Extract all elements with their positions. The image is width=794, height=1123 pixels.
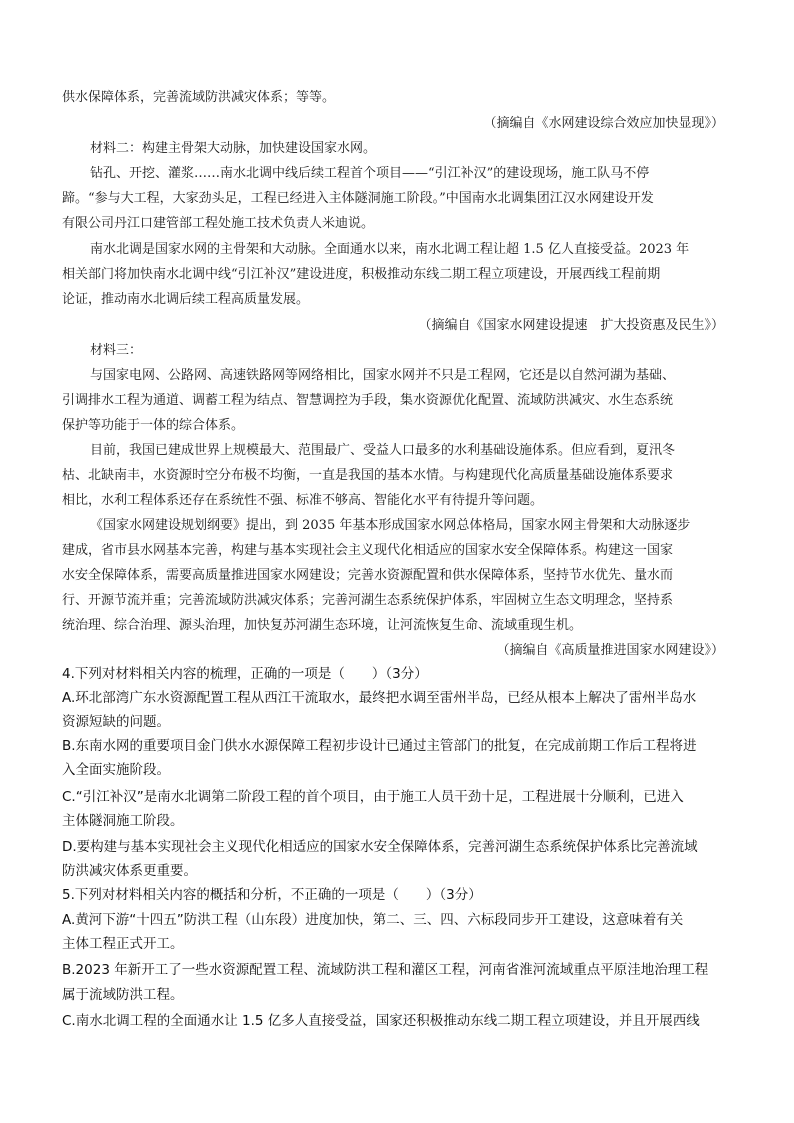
- option-d-continued: 防洪减灾体系更重要。: [62, 863, 197, 879]
- paragraph-line: 有限公司丹江口建管部工程处施工技术负责人米迪说。: [62, 216, 375, 231]
- paragraph-line: 统治理、综合治理、源头治理，加快复苏河湖生态环境，让河流恢复生命、流域重现生机。: [62, 618, 583, 633]
- paragraph-line: 钻孔、开挖、灌浆……南水北调中线后续工程首个项目——“引江补汉”的建设现场，施工队马不停: [90, 166, 650, 181]
- option-a-continued: 主体工程正式开工。: [62, 936, 184, 952]
- paragraph-line: 引调排水工程为通道、调蓄工程为结点、智慧调控为手段，集水资源优化配置、流域防洪减灾、水生态系统: [62, 393, 674, 408]
- material-three-heading: 材料三：: [90, 343, 143, 358]
- option-a: A.环北部湾广东水资源配置工程从西江干流取水，最终把水调至雷州半岛，已经从根本上解决了雷州半岛水: [62, 690, 697, 706]
- question-4-stem: 4.下列对材料相关内容的梳理，正确的一项是（ ）（3分）: [62, 666, 428, 682]
- option-c-continued: 主体隧洞施工阶段。: [62, 813, 184, 829]
- paragraph-line: 论证，推动南水北调后续工程高质量发展。: [62, 292, 310, 307]
- option-b-continued: 属于流域防洪工程。: [62, 987, 184, 1003]
- paragraph-line: 保护等功能于一体的综合体系。: [62, 418, 245, 433]
- material-two-heading: 材料二：构建主骨架大动脉，加快建设国家水网。: [90, 141, 377, 156]
- paragraph-line: 行、开源节流并重；完善流域防洪减灾体系；完善河湖生态系统保护体系，牢固树立生态文明理念，坚持系: [62, 593, 674, 608]
- option-b: B.东南水网的重要项目金门供水水源保障工程初步设计已通过主管部门的批复，在完成前期工作后工程将进: [62, 738, 697, 754]
- option-a-continued: 资源短缺的问题。: [62, 714, 170, 730]
- option-a: A.黄河下游“十四五”防洪工程（山东段）进度加快，第二、三、四、六标段同步开工建设，这意味着有关: [62, 912, 684, 928]
- source-citation: （摘编自《高质量推进国家水网建设》）: [496, 643, 724, 658]
- option-c: C.南水北调工程的全面通水让 1.5 亿多人直接受益，国家还积极推动东线二期工程立项建设，并且开展西线: [62, 1013, 700, 1029]
- paragraph-line: 南水北调是国家水网的主骨架和大动脉。全面通水以来，南水北调工程让超 1.5 亿人直接受益。2023 年: [90, 242, 690, 257]
- paragraph-line: 《国家水网建设规划纲要》提出，到 2035 年基本形成国家水网总体格局，国家水网主骨架和大动脉逐步: [90, 518, 691, 533]
- paragraph-line: 建成，省市县水网基本完善，构建与基本实现社会主义现代化相适应的国家水安全保障体系。构建这一国家: [62, 543, 674, 558]
- paragraph-line: 与国家电网、公路网、高速铁路网等网络相比，国家水网并不只是工程网，它还是以自然河湖为基础、: [90, 368, 676, 383]
- paragraph-line: 相关部门将加快南水北调中线“引江补汉”建设进度，积极推动东线二期工程立项建设，开展西线工程前期: [62, 267, 661, 282]
- question-5-stem: 5.下列对材料相关内容的概括和分析，不正确的一项是（ ）（3分）: [62, 887, 482, 903]
- option-b: B.2023 年新开工了一些水资源配置工程、流域防洪工程和灌区工程，河南省淮河流域重点平原洼地治理工程: [62, 962, 709, 978]
- paragraph-line: 相比，水利工程体系还存在系统性不强、标准不够高、智能化水平有待提升等问题。: [62, 493, 544, 508]
- paragraph-line: 目前，我国已建成世界上规模最大、范围最广、受益人口最多的水利基础设施体系。但应看到，夏汛冬: [90, 443, 676, 458]
- paragraph-line: 水安全保障体系，需要高质量推进国家水网建设；完善水资源配置和供水保障体系，坚持节水优先、量水而: [62, 568, 674, 583]
- paragraph-line: 供水保障体系，完善流域防洪减灾体系；等等。: [62, 90, 336, 105]
- option-d: D.要构建与基本实现社会主义现代化相适应的国家水安全保障体系，完善河湖生态系统保护体系比完善流域: [62, 839, 698, 855]
- option-c: C.“引江补汉”是南水北调第二阶段工程的首个项目，由于施工人员干劲十足，工程进展十分顺利，已进入: [62, 789, 684, 805]
- source-citation: （摘编自《国家水网建设提速 扩大投资惠及民生》）: [418, 318, 724, 333]
- paragraph-line: 蹄。“参与大工程，大家劲头足，工程已经进入主体隧洞施工阶段。”中国南水北调集团江汉水网建设开发: [62, 191, 654, 206]
- source-citation: （摘编自《水网建设综合效应加快显现》）: [483, 116, 724, 131]
- option-b-continued: 入全面实施阶段。: [62, 762, 170, 778]
- paragraph-line: 枯、北缺南丰，水资源时空分布极不均衡，一直是我国的基本水情。与构建现代化高质量基础设施体系要求: [62, 468, 674, 483]
